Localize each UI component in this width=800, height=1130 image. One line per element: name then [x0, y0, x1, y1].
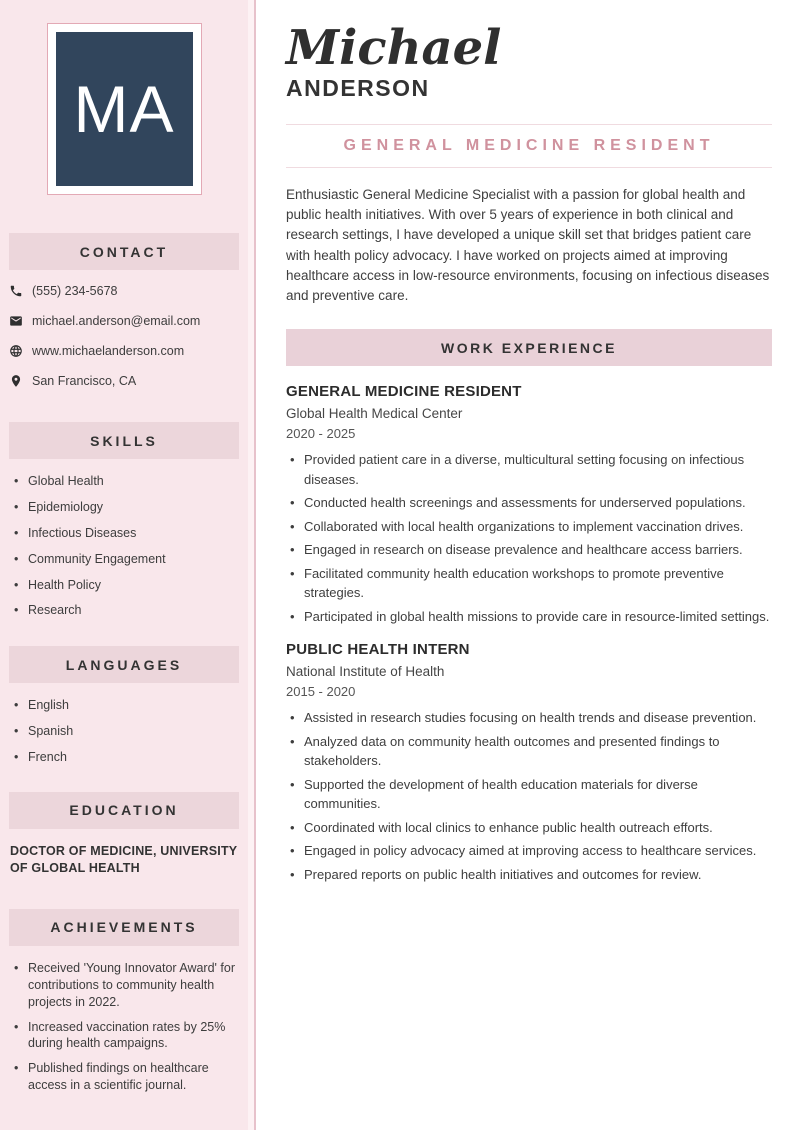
education-section-header [9, 792, 239, 829]
job-bullet-list [286, 450, 772, 626]
contact-phone-text: (555) 234-5678 [32, 284, 118, 298]
work-experience-heading: WORK EXPERIENCE [441, 339, 617, 356]
job-bullet: • Supported the development of health education materials for diverse communities. [286, 775, 772, 814]
achievements-section-header [9, 909, 239, 946]
contact-item-website [9, 344, 239, 361]
language-item: • English [12, 697, 239, 714]
contact-heading: CONTACT [79, 243, 169, 260]
education-degree: DOCTOR OF MEDICINE, UNIVERSITY OF GLOBAL HEALTH [10, 843, 238, 876]
professional-summary: Enthusiastic General Medicine Specialist with a passion for global health and public health initiatives. With over 5 years of experience in both clinical and research settings, I have developed a unique skill set that bridges patient care with health policy advocacy. I have worked on projects aimed at improving healthcare access in low-resource environments, focusing on infectious diseases and preventive care. [286, 186, 770, 304]
contact-location-text: San Francisco, CA [32, 374, 137, 388]
skill-item: • Health Policy [12, 577, 239, 594]
job-title: PUBLIC HEALTH INTERN [286, 641, 470, 659]
avatar [56, 32, 193, 186]
location-icon [9, 374, 23, 391]
skill-item: • Epidemiology [12, 499, 239, 516]
job-bullet: • Participated in global health missions to provide care in resource-limited settings. [286, 607, 772, 627]
headline-rule-bottom [286, 167, 772, 168]
skill-item: • Research [12, 602, 239, 619]
education-heading: EDUCATION [69, 802, 179, 819]
work-experience-section-header [286, 329, 772, 366]
job-entry [286, 641, 772, 884]
contact-item-phone [9, 284, 239, 301]
job-company: National Institute of Health [286, 664, 445, 680]
first-name: Michael [286, 20, 502, 76]
globe-icon [9, 344, 23, 361]
skills-section-header [9, 422, 239, 459]
job-title: GENERAL MEDICINE RESIDENT [286, 383, 522, 401]
languages-section-header [9, 646, 239, 683]
job-dates: 2015 - 2020 [286, 684, 356, 700]
skill-item: • Infectious Diseases [12, 525, 239, 542]
achievements-heading: ACHIEVEMENTS [50, 919, 198, 936]
phone-icon [9, 284, 23, 301]
achievement-item: • Received 'Young Innovator Award' for contributions to community health projects in 2022. [12, 960, 239, 1011]
job-bullet: • Conducted health screenings and assessments for underserved populations. [286, 493, 772, 513]
sidebar [0, 0, 248, 1130]
job-bullet: • Facilitated community health education workshops to promote preventive strategies. [286, 564, 772, 603]
avatar-frame [47, 23, 202, 195]
job-bullet-list [286, 708, 772, 884]
languages-heading: LANGUAGES [65, 656, 183, 673]
job-bullet: • Engaged in research on disease prevalence and healthcare access barriers. [286, 540, 772, 560]
contact-item-location [9, 374, 239, 391]
job-bullet: • Analyzed data on community health outcomes and presented findings to stakeholders. [286, 732, 772, 771]
job-entry [286, 383, 772, 626]
achievements-list [12, 960, 239, 1094]
language-item: • Spanish [12, 723, 239, 740]
contact-website-text: www.michaelanderson.com [32, 344, 185, 358]
avatar-initials: MA [73, 72, 175, 146]
job-bullet: • Collaborated with local health organizations to implement vaccination drives. [286, 517, 772, 537]
job-bullet: • Provided patient care in a diverse, multicultural setting focusing on infectious diseases. [286, 450, 772, 489]
jobs-container [286, 383, 772, 884]
email-icon [9, 314, 23, 331]
main-content [286, 0, 772, 888]
skill-item: • Community Engagement [12, 551, 239, 568]
achievement-item: • Published findings on healthcare access in a scientific journal. [12, 1060, 239, 1094]
last-name: ANDERSON [286, 74, 430, 101]
job-company: Global Health Medical Center [286, 406, 463, 422]
job-bullet: • Engaged in policy advocacy aimed at improving access to healthcare services. [286, 841, 772, 861]
headline-rule-top [286, 124, 772, 125]
contact-email-text: michael.anderson@email.com [32, 314, 201, 328]
job-bullet: • Assisted in research studies focusing on health trends and disease prevention. [286, 708, 772, 728]
languages-list [12, 697, 239, 766]
contact-section-header [9, 233, 239, 270]
job-dates: 2020 - 2025 [286, 426, 356, 442]
contact-list [9, 284, 239, 391]
achievement-item: • Increased vaccination rates by 25% during health campaigns. [12, 1019, 239, 1053]
language-item: • French [12, 749, 239, 766]
skills-list [12, 473, 239, 619]
headline: GENERAL MEDICINE RESIDENT [343, 136, 715, 154]
skill-item: • Global Health [12, 473, 239, 490]
job-bullet: • Coordinated with local clinics to enhance public health outreach efforts. [286, 818, 772, 838]
sidebar-divider [248, 0, 256, 1130]
skills-heading: SKILLS [90, 432, 158, 449]
job-bullet: • Prepared reports on public health initiatives and outcomes for review. [286, 865, 772, 885]
contact-item-email [9, 314, 239, 331]
